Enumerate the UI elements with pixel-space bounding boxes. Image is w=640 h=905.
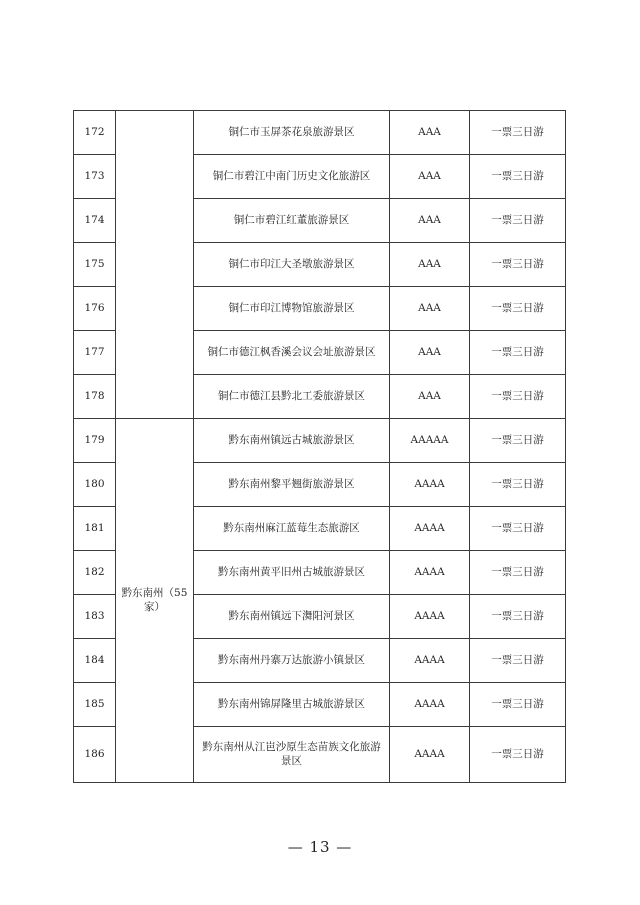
scenic-name: 铜仁市碧江中南门历史文化旅游区 xyxy=(194,154,390,198)
row-number: 173 xyxy=(74,154,116,198)
ticket-policy: 一票三日游 xyxy=(470,286,566,330)
row-number: 177 xyxy=(74,330,116,374)
row-number: 178 xyxy=(74,374,116,418)
region-cell xyxy=(116,111,194,419)
ticket-policy: 一票三日游 xyxy=(470,682,566,726)
ticket-policy: 一票三日游 xyxy=(470,111,566,155)
row-number: 181 xyxy=(74,506,116,550)
row-number: 180 xyxy=(74,462,116,506)
scenic-name: 黔东南州麻江蓝莓生态旅游区 xyxy=(194,506,390,550)
table-row xyxy=(74,111,566,155)
scenic-name: 黔东南州锦屏隆里古城旅游景区 xyxy=(194,682,390,726)
scenic-level: AAAA xyxy=(390,550,470,594)
ticket-policy: 一票三日游 xyxy=(470,506,566,550)
ticket-policy: 一票三日游 xyxy=(470,550,566,594)
ticket-policy: 一票三日游 xyxy=(470,330,566,374)
row-number: 174 xyxy=(74,198,116,242)
scenic-level: AAAA xyxy=(390,726,470,782)
row-number: 185 xyxy=(74,682,116,726)
scenic-name: 黔东南州黎平翘街旅游景区 xyxy=(194,462,390,506)
ticket-policy: 一票三日游 xyxy=(470,154,566,198)
row-number: 184 xyxy=(74,638,116,682)
scenic-level: AAA xyxy=(390,154,470,198)
row-number: 175 xyxy=(74,242,116,286)
scenic-name: 黔东南州镇远古城旅游景区 xyxy=(194,418,390,462)
scenic-level: AAA xyxy=(390,286,470,330)
row-number: 172 xyxy=(74,111,116,155)
scenic-name: 铜仁市印江大圣墩旅游景区 xyxy=(194,242,390,286)
scenic-level: AAA xyxy=(390,111,470,155)
region-cell xyxy=(116,418,194,782)
row-number: 182 xyxy=(74,550,116,594)
scenic-level: AAAA xyxy=(390,638,470,682)
ticket-policy: 一票三日游 xyxy=(470,462,566,506)
scenic-name: 黔东南州黄平旧州古城旅游景区 xyxy=(194,550,390,594)
scenic-level: AAA xyxy=(390,198,470,242)
ticket-policy: 一票三日游 xyxy=(470,198,566,242)
scenic-level: AAAA xyxy=(390,506,470,550)
ticket-policy: 一票三日游 xyxy=(470,638,566,682)
row-number: 176 xyxy=(74,286,116,330)
scenic-level: AAAA xyxy=(390,682,470,726)
scenic-name: 铜仁市德江枫香溪会议会址旅游景区 xyxy=(194,330,390,374)
scenic-name: 铜仁市玉屏茶花泉旅游景区 xyxy=(194,111,390,155)
table-row xyxy=(74,418,566,462)
scenic-name: 铜仁市碧江红董旅游景区 xyxy=(194,198,390,242)
scenic-level: AAA xyxy=(390,242,470,286)
ticket-policy: 一票三日游 xyxy=(470,726,566,782)
ticket-policy: 一票三日游 xyxy=(470,418,566,462)
scenic-level: AAAAA xyxy=(390,418,470,462)
region-label: 黔东南州（55家） xyxy=(121,587,188,613)
ticket-policy: 一票三日游 xyxy=(470,594,566,638)
scenic-spots-table xyxy=(73,110,566,783)
scenic-name: 铜仁市德江县黔北工委旅游景区 xyxy=(194,374,390,418)
ticket-policy: 一票三日游 xyxy=(470,374,566,418)
scenic-name: 铜仁市印江博物馆旅游景区 xyxy=(194,286,390,330)
row-number: 183 xyxy=(74,594,116,638)
scenic-level: AAAA xyxy=(390,594,470,638)
scenic-name: 黔东南州镇远下㵲阳河景区 xyxy=(194,594,390,638)
scenic-level: AAAA xyxy=(390,462,470,506)
scenic-level: AAA xyxy=(390,330,470,374)
scenic-level: AAA xyxy=(390,374,470,418)
ticket-policy: 一票三日游 xyxy=(470,242,566,286)
row-number: 179 xyxy=(74,418,116,462)
page-number: — 13 — xyxy=(287,838,353,856)
scenic-name: 黔东南州从江岜沙原生态苗族文化旅游景区 xyxy=(194,726,390,782)
scenic-name: 黔东南州丹寨万达旅游小镇景区 xyxy=(194,638,390,682)
row-number: 186 xyxy=(74,726,116,782)
